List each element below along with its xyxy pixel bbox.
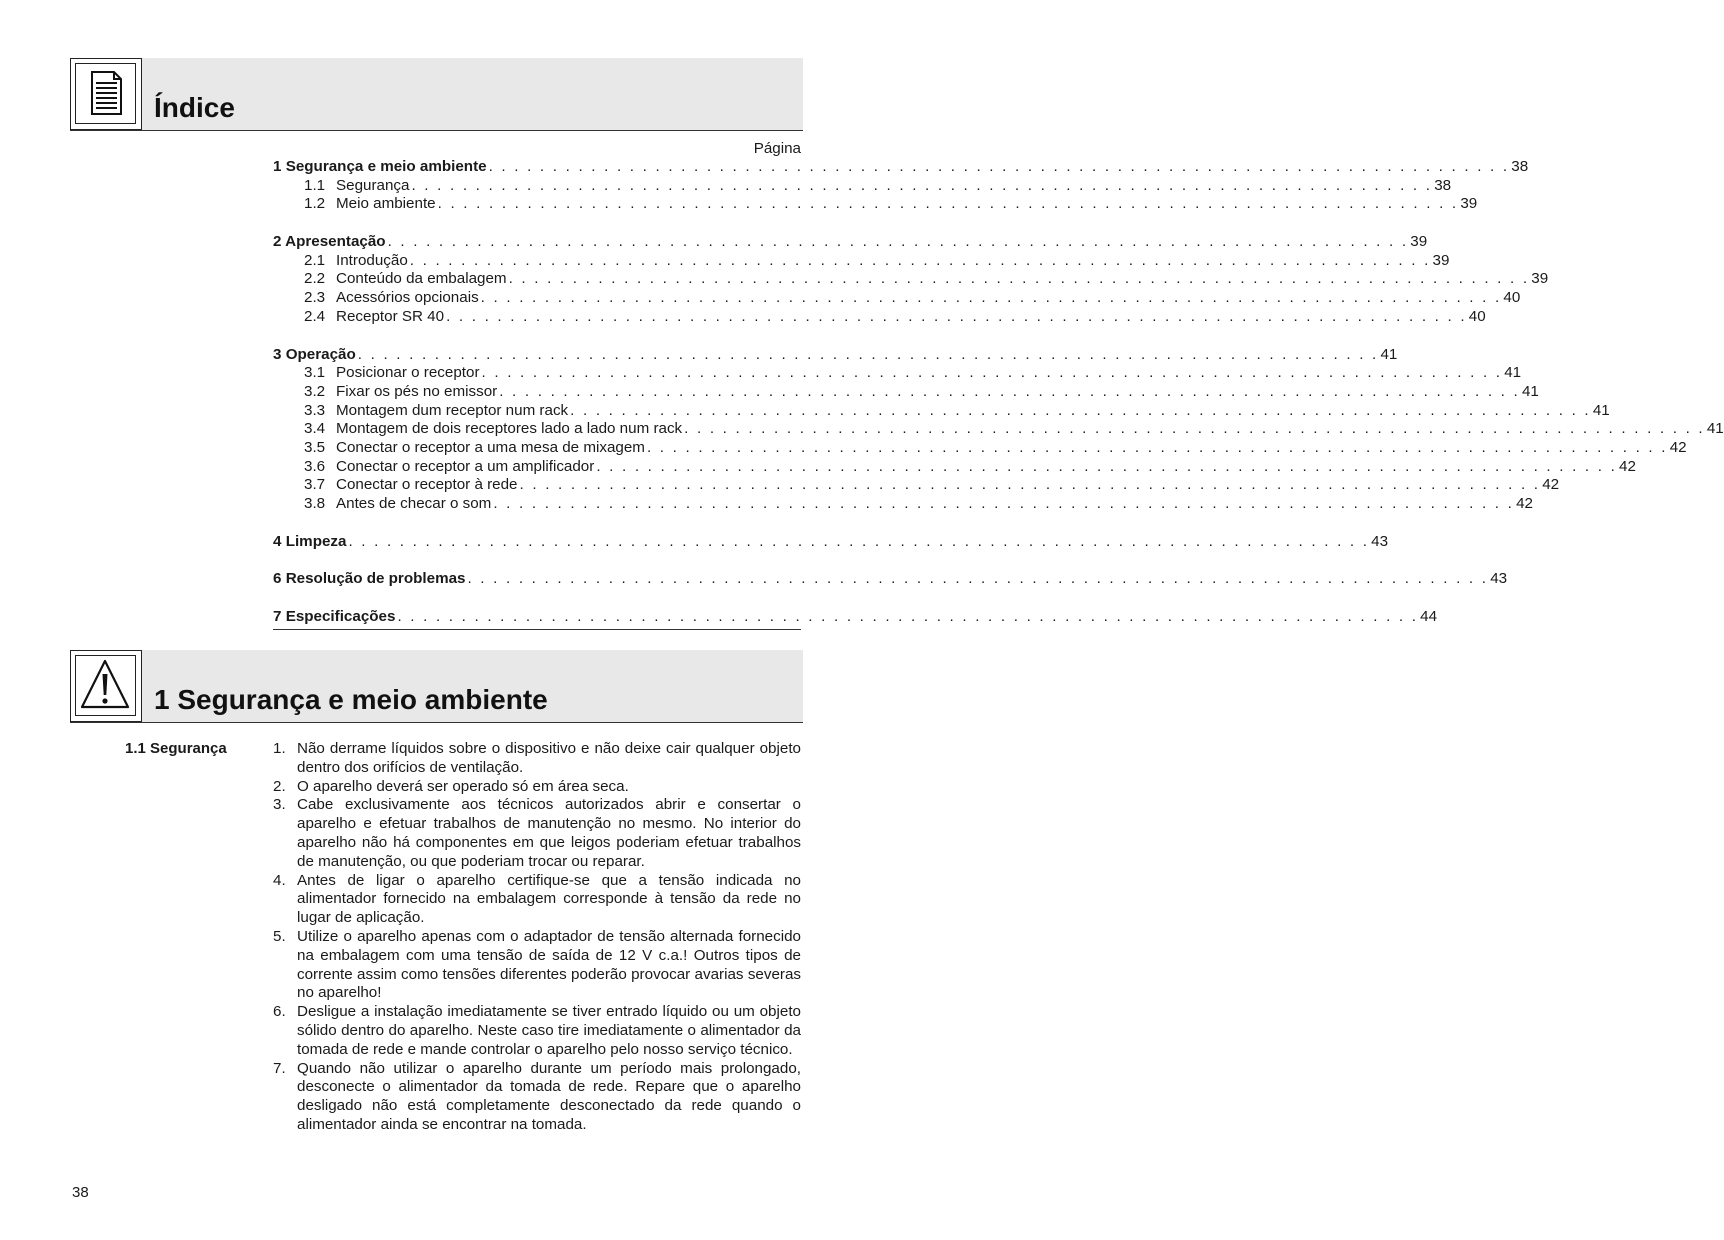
toc-section-row <box>273 608 1438 627</box>
toc-item-number: 2.1 <box>304 251 326 269</box>
toc-section-title <box>273 158 487 177</box>
toc-section-title <box>273 570 465 589</box>
toc-item-title: Conectar o receptor a uma mesa de mixagem <box>336 438 645 456</box>
safety-rule-number: 6. <box>273 1003 286 1021</box>
toc-body <box>273 158 1724 627</box>
safety-side-label: 1.1 Segurança <box>125 740 227 757</box>
toc-leader-dots: . . . . . . . . . . . . . . . . . . . . . . . . . . . . . . . . . . . . . . . . . . . . . . . . . . . . . . . . . . . . . . . . . . . . . . . . . . . . . . . . <box>596 457 1618 475</box>
index-header <box>70 58 803 131</box>
document-icon <box>70 58 142 130</box>
toc-page-number: 42 <box>1619 457 1636 475</box>
toc-item-title: Posicionar o receptor <box>336 364 480 382</box>
toc-page-number: 41 <box>1706 420 1724 438</box>
safety-title: 1 Segurança e meio ambiente <box>154 684 548 715</box>
toc-item-number: 3.6 <box>304 457 326 475</box>
toc-gap <box>273 514 801 533</box>
toc-gap <box>273 589 801 608</box>
safety-rule-number: 5. <box>273 927 286 945</box>
toc-page-number: 42 <box>1669 438 1687 456</box>
toc-item-row <box>273 457 1636 477</box>
toc-leader-dots: . . . . . . . . . . . . . . . . . . . . . . . . . . . . . . . . . . . . . . . . . . . . . . . . . . . . . . . . . . . . . . . . . . . . . . . . . . . . . . . . <box>348 532 1370 550</box>
toc-gap <box>273 327 801 346</box>
toc-item-number: 3.5 <box>304 438 326 456</box>
toc-leader-dots: . . . . . . . . . . . . . . . . . . . . . . . . . . . . . . . . . . . . . . . . . . . . . . . . . . . . . . . . . . . . . . . . . . . . . . . . . . . . . . . . <box>467 570 1489 588</box>
toc-page-number: 43 <box>1490 570 1508 588</box>
safety-header <box>70 650 803 723</box>
index-title: Índice <box>154 92 235 123</box>
toc-leader-dots: . . . . . . . . . . . . . . . . . . . . . . . . . . . . . . . . . . . . . . . . . . . . . . . . . . . . . . . . . . . . . . . . . . . . . . . . . . . . . . . . <box>684 420 1705 438</box>
safety-rule-text: Cabe exclusivamente aos técnicos autorizados abrir e consertar o aparelho e efetuar trabalhos de manutenção no mesmo. No interior do aparelho não há componentes em que leigos poderiam efetuar trabalhos de manutenção, ou que poderiam trocar ou reparar. <box>297 796 801 870</box>
safety-rule-item <box>273 778 801 797</box>
safety-rule-text: Desligue a instalação imediatamente se tiver entrado líquido ou um objeto sólido dentro do aparelho. Neste caso tire imediatamente o alimentador da tomada de rede e mande controlar o aparelho pelo nosso serviço técnico. <box>297 1003 801 1058</box>
toc-item-number: 3.2 <box>304 382 326 400</box>
safety-rule-text: Não derrame líquidos sobre o dispositivo e não deixe cair qualquer objeto dentro dos orifícios de ventilação. <box>297 740 801 776</box>
toc-item-title: Receptor SR 40 <box>336 307 445 325</box>
toc-page-number: 41 <box>1380 345 1398 363</box>
toc-section-title-text: Apresentação <box>285 233 386 251</box>
toc-item-number: 3.4 <box>304 420 326 438</box>
safety-rule-item <box>273 872 801 928</box>
toc-item-title: Montagem de dois receptores lado a lado num rack <box>336 420 683 438</box>
toc-item-number: 2.2 <box>304 270 326 288</box>
safety-rule-text: Antes de ligar o aparelho certifique-se que a tensão indicada no alimentador fornecido na embalagem corresponde à tensão da rede no lugar de aplicação. <box>297 871 801 927</box>
toc-item-title: Conectar o receptor a um amplificador <box>336 457 595 475</box>
toc-page-number: 41 <box>1592 401 1610 419</box>
safety-rule-number: 3. <box>273 796 286 814</box>
toc-item-number: 1.2 <box>304 195 326 213</box>
safety-rule-number: 4. <box>273 871 286 889</box>
table-of-contents <box>273 139 1724 630</box>
toc-item-row <box>273 495 1533 514</box>
safety-rule-text: Quando não utilizar o aparelho durante um período mais prolongado, desconecte o alimentador da tomada de rede. Repare que o aparelho desligado não está completamente desconectado da rede quando o alimentador ainda se encontrar na tomada. <box>297 1059 801 1133</box>
toc-item-row <box>273 195 1478 214</box>
safety-rule-number: 7. <box>273 1059 286 1077</box>
toc-section-title <box>273 346 356 365</box>
toc-leader-dots: . . . . . . . . . . . . . . . . . . . . . . . . . . . . . . . . . . . . . . . . . . . . . . . . . . . . . . . . . . . . . . . . . . . . . . . . . . . . . . . . <box>646 438 1668 456</box>
toc-page-number: 39 <box>1432 251 1450 269</box>
toc-leader-dots: . . . . . . . . . . . . . . . . . . . . . . . . . . . . . . . . . . . . . . . . . . . . . . . . . . . . . . . . . . . . . . . . . . . . . . . . . . . . . . . . <box>411 176 1433 194</box>
toc-item-row <box>273 289 1521 308</box>
toc-item-row <box>273 270 1549 289</box>
toc-gap <box>273 551 801 570</box>
toc-leader-dots: . . . . . . . . . . . . . . . . . . . . . . . . . . . . . . . . . . . . . . . . . . . . . . . . . . . . . . . . . . . . . . . . . . . . . . . . . . . . . . . . <box>508 270 1530 288</box>
toc-section-title-text: Segurança e meio ambiente <box>285 158 487 175</box>
toc-leader-dots: . . . . . . . . . . . . . . . . . . . . . . . . . . . . . . . . . . . . . . . . . . . . . . . . . . . . . . . . . . . . . . . . . . . . . . . . . . . . . . . . <box>570 401 1591 419</box>
toc-item-row <box>273 176 1452 196</box>
safety-rule-item <box>273 1003 801 1059</box>
toc-page-number: 38 <box>1511 158 1529 175</box>
toc-item-row <box>273 307 1486 327</box>
toc-leader-dots: . . . . . . . . . . . . . . . . . . . . . . . . . . . . . . . . . . . . . . . . . . . . . . . . . . . . . . . . . . . . . . . . . . . . . . . . . . . . . . . . <box>488 158 1510 175</box>
toc-page-number: 42 <box>1542 476 1560 494</box>
safety-rule-item <box>273 740 801 778</box>
toc-leader-dots: . . . . . . . . . . . . . . . . . . . . . . . . . . . . . . . . . . . . . . . . . . . . . . . . . . . . . . . . . . . . . . . . . . . . . . . . . . . . . . . . <box>493 495 1515 512</box>
toc-leader-dots: . . . . . . . . . . . . . . . . . . . . . . . . . . . . . . . . . . . . . . . . . . . . . . . . . . . . . . . . . . . . . . . . . . . . . . . . . . . . . . . . <box>397 608 1419 626</box>
toc-section-number: 6 <box>273 570 282 588</box>
page-number: 38 <box>72 1184 89 1201</box>
toc-item-row <box>273 401 1610 421</box>
toc-item-row <box>273 420 1724 439</box>
toc-item-row <box>273 251 1450 271</box>
toc-page-number: 39 <box>1460 195 1478 213</box>
toc-item-row <box>273 382 1539 402</box>
toc-section-title-text: Especificações <box>285 608 396 626</box>
toc-page-number: 41 <box>1521 382 1539 400</box>
toc-item-row <box>273 476 1560 495</box>
toc-item-title: Acessórios opcionais <box>336 289 479 307</box>
toc-section-title-text: Resolução de problemas <box>285 570 466 588</box>
toc-section-number: 1 <box>273 158 282 175</box>
toc-page-number: 40 <box>1468 307 1486 325</box>
safety-rule-item <box>273 1060 801 1135</box>
toc-section-title <box>273 233 386 252</box>
toc-page-number: 44 <box>1420 608 1438 626</box>
toc-item-number: 3.3 <box>304 401 326 419</box>
toc-leader-dots: . . . . . . . . . . . . . . . . . . . . . . . . . . . . . . . . . . . . . . . . . . . . . . . . . . . . . . . . . . . . . . . . . . . . . . . . . . . . . . . . <box>409 251 1431 269</box>
toc-section-row <box>273 158 1529 177</box>
toc-item-number: 2.3 <box>304 289 326 307</box>
toc-item-title: Introdução <box>336 251 408 269</box>
toc-leader-dots: . . . . . . . . . . . . . . . . . . . . . . . . . . . . . . . . . . . . . . . . . . . . . . . . . . . . . . . . . . . . . . . . . . . . . . . . . . . . . . . . <box>437 195 1459 213</box>
toc-section-title-text: Operação <box>285 345 356 363</box>
safety-rule-text: O aparelho deverá ser operado só em área seca. <box>297 777 629 795</box>
toc-item-number: 3.7 <box>304 476 326 494</box>
toc-section-number: 4 <box>273 532 282 550</box>
toc-page-number: 42 <box>1516 495 1533 512</box>
toc-page-number: 41 <box>1504 364 1522 382</box>
toc-page-number: 39 <box>1531 270 1549 288</box>
toc-item-number: 3.1 <box>304 364 326 382</box>
toc-section-title <box>273 533 346 552</box>
toc-section-row <box>273 233 1428 252</box>
toc-page-label: Página <box>753 140 801 157</box>
toc-page-number: 38 <box>1434 176 1452 194</box>
toc-leader-dots: . . . . . . . . . . . . . . . . . . . . . . . . . . . . . . . . . . . . . . . . . . . . . . . . . . . . . . . . . . . . . . . . . . . . . . . . . . . . . . . . <box>499 382 1520 400</box>
toc-section-title-text: Limpeza <box>285 532 347 550</box>
toc-section-number: 2 <box>273 233 282 251</box>
safety-rule-text: Utilize o aparelho apenas com o adaptador de tensão alternada fornecido na embalagem com uma tensão de saída de 12 V c.a.! Outros tipos de corrente assim como tensões diferentes poderão provocar avarias severas no aparelho! <box>297 927 801 1002</box>
toc-gap <box>273 214 801 233</box>
toc-rule <box>273 629 801 630</box>
safety-rules-list <box>273 740 801 1135</box>
toc-leader-dots: . . . . . . . . . . . . . . . . . . . . . . . . . . . . . . . . . . . . . . . . . . . . . . . . . . . . . . . . . . . . . . . . . . . . . . . . . . . . . . . . <box>446 307 1467 325</box>
toc-item-number: 1.1 <box>304 176 326 194</box>
safety-rule-item <box>273 928 801 1003</box>
toc-item-row <box>273 438 1687 458</box>
toc-item-title: Segurança <box>336 176 410 194</box>
toc-section-row <box>273 345 1398 365</box>
toc-page-number: 43 <box>1371 532 1389 550</box>
toc-item-row <box>273 364 1522 383</box>
toc-section-row <box>273 570 1508 589</box>
toc-section-number: 3 <box>273 345 282 363</box>
toc-section-number: 7 <box>273 608 282 626</box>
toc-page-number: 39 <box>1410 233 1428 251</box>
warning-icon <box>70 650 142 722</box>
safety-rule-number: 1. <box>273 740 286 757</box>
toc-leader-dots: . . . . . . . . . . . . . . . . . . . . . . . . . . . . . . . . . . . . . . . . . . . . . . . . . . . . . . . . . . . . . . . . . . . . . . . . . . . . . . . . <box>357 345 1379 363</box>
toc-item-title: Conectar o receptor à rede <box>336 476 518 494</box>
toc-item-title: Conteúdo da embalagem <box>336 270 507 288</box>
toc-item-title: Montagem dum receptor num rack <box>336 401 569 419</box>
toc-leader-dots: . . . . . . . . . . . . . . . . . . . . . . . . . . . . . . . . . . . . . . . . . . . . . . . . . . . . . . . . . . . . . . . . . . . . . . . . . . . . . . . . <box>480 289 1502 307</box>
toc-leader-dots: . . . . . . . . . . . . . . . . . . . . . . . . . . . . . . . . . . . . . . . . . . . . . . . . . . . . . . . . . . . . . . . . . . . . . . . . . . . . . . . . <box>481 364 1503 382</box>
toc-page-number: 40 <box>1503 289 1521 307</box>
toc-section-row <box>273 532 1389 552</box>
toc-item-number: 2.4 <box>304 307 326 325</box>
safety-rule-item <box>273 796 801 871</box>
toc-leader-dots: . . . . . . . . . . . . . . . . . . . . . . . . . . . . . . . . . . . . . . . . . . . . . . . . . . . . . . . . . . . . . . . . . . . . . . . . . . . . . . . . <box>387 233 1409 251</box>
toc-item-title: Antes de checar o som <box>336 495 492 512</box>
toc-item-title: Meio ambiente <box>336 195 436 213</box>
safety-rule-number: 2. <box>273 777 286 795</box>
toc-item-title: Fixar os pés no emissor <box>336 382 498 400</box>
toc-section-title <box>273 608 395 627</box>
toc-leader-dots: . . . . . . . . . . . . . . . . . . . . . . . . . . . . . . . . . . . . . . . . . . . . . . . . . . . . . . . . . . . . . . . . . . . . . . . . . . . . . . . . <box>519 476 1541 494</box>
toc-item-number: 3.8 <box>304 495 326 512</box>
